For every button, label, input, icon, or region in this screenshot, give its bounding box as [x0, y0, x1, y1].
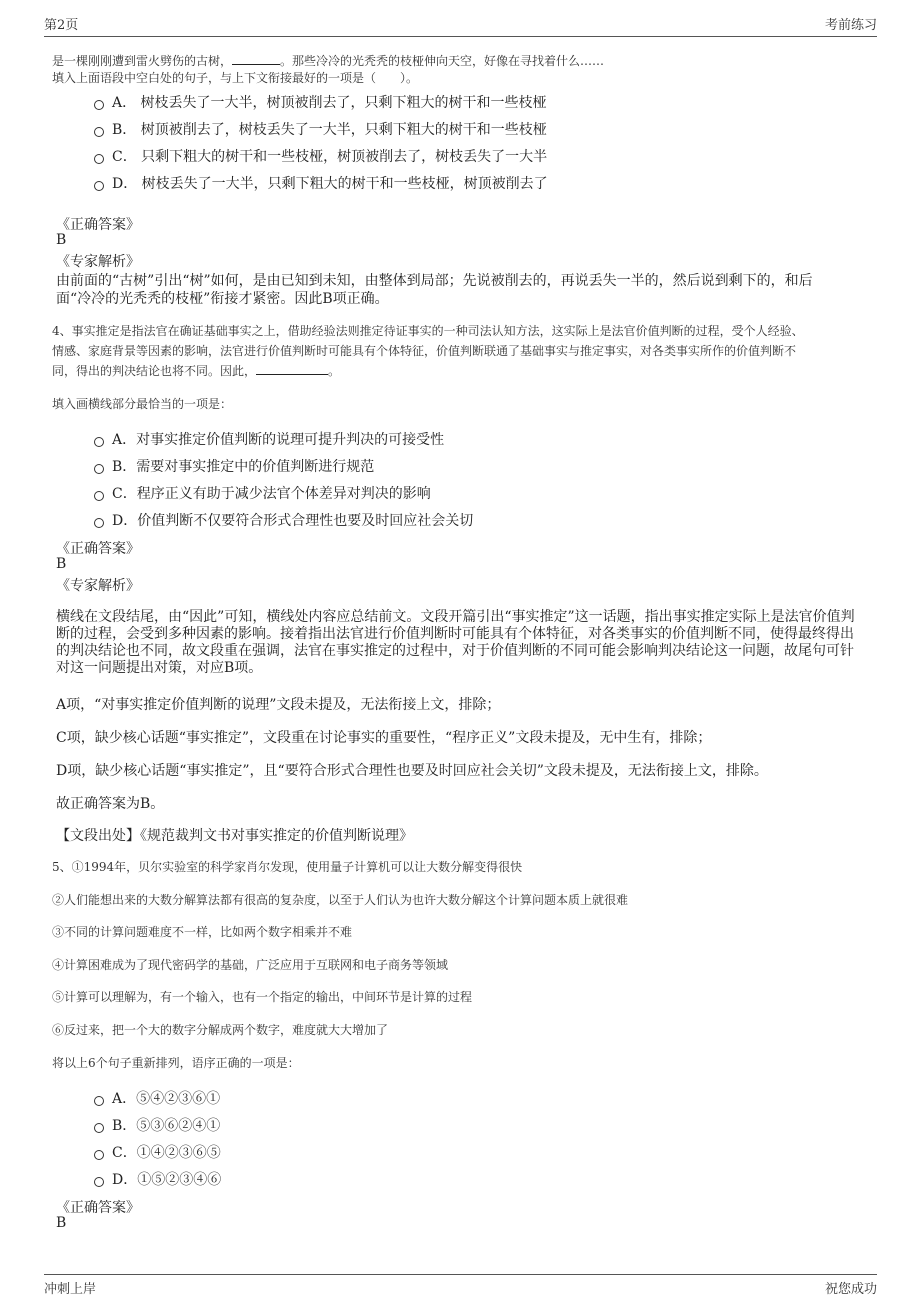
answer-blank: [256, 364, 328, 375]
footer-right-text: 祝您成功: [824, 1282, 877, 1297]
q5-option-b[interactable]: B．⑤③⑥②④①: [94, 1115, 220, 1135]
page-header: [44, 14, 877, 37]
radio-icon[interactable]: [94, 181, 104, 191]
q3-option-d[interactable]: D． 树枝丢失了一大半，只剩下粗大的树干和一些枝桠，树顶被削去了: [94, 173, 548, 193]
q4-analysis-label: 《专家解析》: [56, 578, 140, 594]
q3-answer: B: [56, 232, 67, 248]
radio-icon[interactable]: [94, 100, 104, 110]
q4-analysis-option-a: A项，“对事实推定价值判断的说理”文段未提及，无法衔接上文，排除；: [56, 697, 501, 713]
q4-option-b[interactable]: B．需要对事实推定中的价值判断进行规范: [94, 456, 374, 476]
q5-option-a[interactable]: A．⑤④②③⑥①: [94, 1088, 220, 1108]
q4-prompt: 填入画横线部分最恰当的一项是：: [52, 397, 233, 411]
q5-sentence: 5、①1994年，贝尔实验室的科学家肖尔发现，使用量子计算机可以让大数分解变得很快: [52, 860, 523, 874]
q5-sentence: ④计算困难成为了现代密码学的基础，广泛应用于互联网和电子商务等领域: [52, 958, 449, 972]
q3-option-c[interactable]: C． 只剩下粗大的树干和一些枝桠，树顶被削去了，树枝丢失了一大半: [94, 146, 547, 166]
q4-answer-label: 《正确答案》: [56, 541, 140, 557]
q4-source: 【文段出处】《规范裁判文书对事实推定的价值判断说理》: [56, 828, 413, 844]
radio-icon[interactable]: [94, 1096, 104, 1106]
q3-passage: 是一棵刚刚遭到雷火劈伤的古树， 。那些冷冷的光秃秃的枝桠伸向天空，好像在寻找着什么……: [52, 54, 605, 68]
q5-sentence: ⑥反过来，把一个大的数字分解成两个数字，难度就大大增加了: [52, 1023, 389, 1037]
radio-icon[interactable]: [94, 464, 104, 474]
q4-option-d[interactable]: D．价值判断不仅要符合形式合理性也要及时回应社会关切: [94, 510, 473, 530]
q5-sentence: ③不同的计算问题难度不一样，比如两个数字相乘并不难: [52, 925, 353, 939]
q3-prompt: 填入上面语段中空白处的句子，与上下文衔接最好的一项是（ ）。: [52, 71, 419, 85]
radio-icon[interactable]: [94, 154, 104, 164]
q4-option-a[interactable]: A．对事实推定价值判断的说理可提升判决的可接受性: [94, 429, 444, 449]
q5-prompt: 将以上6个句子重新排列，语序正确的一项是：: [52, 1056, 300, 1070]
radio-icon[interactable]: [94, 437, 104, 447]
page-number: 第2页: [44, 18, 79, 33]
page-footer: [44, 1274, 877, 1297]
q3-analysis-line: 面“冷冷的光秃秃的枝桠”衔接才紧密。因此B项正确。: [56, 291, 389, 307]
q4-conclusion: 故正确答案为B。: [56, 796, 165, 812]
radio-icon[interactable]: [94, 127, 104, 137]
q5-answer: B: [56, 1215, 67, 1231]
q4-stem-line: 4、事实推定是指法官在确证基础事实之上，借助经验法则推定待证事实的一种司法认知方法，这实际上是法官价值判断的过程，受个人经验、: [52, 324, 804, 338]
q5-sentence: ⑤计算可以理解为，有一个输入，也有一个指定的输出，中间环节是计算的过程: [52, 990, 473, 1004]
answer-blank: [232, 54, 280, 65]
q3-answer-label: 《正确答案》: [56, 217, 140, 233]
q4-analysis-option-c: C项，缺少核心话题“事实推定”，文段重在讨论事实的重要性，“程序正义”文段未提及，无中生有，排除；: [56, 730, 712, 746]
q5-option-d[interactable]: D．①⑤②③④⑥: [94, 1169, 221, 1189]
footer-left-text: 冲刺上岸: [44, 1282, 97, 1297]
q4-analysis-paragraph: 横线在文段结尾，由“因此”可知，横线处内容应总结前文。文段开篇引出“事实推定”这一话题，指出事实推定实际上是法官价值判断的过程，会受到多种因素的影响。接着指出法官进行价值判断时可能具有个体特征，对各类事实的价值判断不同，使得最终得出的判决结论也不同，故文段重在强调，法官在事实推定的过程中，对于价值判断的不同可能会影响判决结论这一问题，故尾句可针对这一问题提出对策，对应B项。: [56, 609, 855, 676]
q3-option-a[interactable]: A． 树枝丢失了一大半，树顶被削去了，只剩下粗大的树干和一些枝桠: [94, 92, 547, 112]
q3-analysis-line: 由前面的“古树”引出“树”如何，是由已知到未知，由整体到局部；先说被削去的，再说丢失一半的，然后说到剩下的，和后: [56, 273, 813, 289]
q4-analysis-option-d: D项，缺少核心话题“事实推定”，且“要符合形式合理性也要及时回应社会关切”文段未提及，无法衔接上文，排除。: [56, 763, 768, 779]
q5-answer-label: 《正确答案》: [56, 1200, 140, 1216]
q4-option-c[interactable]: C．程序正义有助于减少法官个体差异对判决的影响: [94, 483, 431, 503]
q5-option-c[interactable]: C．①④②③⑥⑤: [94, 1142, 221, 1162]
q4-answer: B: [56, 556, 67, 572]
q3-option-b[interactable]: B． 树顶被削去了，树枝丢失了一大半，只剩下粗大的树干和一些枝桠: [94, 119, 547, 139]
radio-icon[interactable]: [94, 1177, 104, 1187]
q5-sentence: ②人们能想出来的大数分解算法都有很高的复杂度，以至于人们认为也许大数分解这个计算问题本质上就很难: [52, 893, 629, 907]
q4-stem-line: 同，得出的判决结论也将不同。因此， 。: [52, 364, 341, 378]
q4-stem-line: 情感、家庭背景等因素的影响，法官进行价值判断时可能具有个体特征，价值判断联通了基础事实与推定事实，对各类事实所作的价值判断不: [52, 344, 797, 358]
q3-analysis-label: 《专家解析》: [56, 254, 140, 270]
radio-icon[interactable]: [94, 491, 104, 501]
radio-icon[interactable]: [94, 1150, 104, 1160]
header-title: 考前练习: [824, 18, 877, 33]
radio-icon[interactable]: [94, 518, 104, 528]
radio-icon[interactable]: [94, 1123, 104, 1133]
